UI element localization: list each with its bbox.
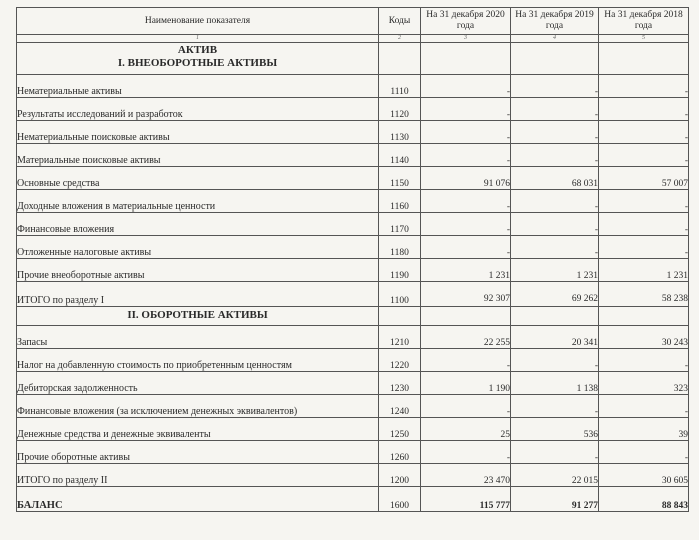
row-code: 1150 bbox=[379, 167, 421, 190]
section-heading bbox=[17, 43, 379, 75]
row-code: 1260 bbox=[379, 441, 421, 464]
row-name: Основные средства bbox=[17, 167, 379, 190]
row-value-2018: - bbox=[599, 190, 689, 213]
header-code: Коды bbox=[379, 8, 421, 35]
table-row bbox=[17, 213, 689, 236]
row-name: ИТОГО по разделу II bbox=[17, 464, 379, 487]
row-value-2019: 91 277 bbox=[511, 487, 599, 512]
row-value-2019: - bbox=[511, 75, 599, 98]
row-value-2020: 91 076 bbox=[421, 167, 511, 190]
table-row bbox=[17, 395, 689, 418]
column-index: 5 bbox=[599, 35, 689, 43]
row-name: Дебиторская задолженность bbox=[17, 372, 379, 395]
row-value-2018: - bbox=[599, 144, 689, 167]
row-name: Нематериальные поисковые активы bbox=[17, 121, 379, 144]
table-row bbox=[17, 190, 689, 213]
table-row bbox=[17, 98, 689, 121]
row-value-2020: 115 777 bbox=[421, 487, 511, 512]
row-name: Результаты исследований и разработок bbox=[17, 98, 379, 121]
row-code: 1120 bbox=[379, 98, 421, 121]
row-name: Нематериальные активы bbox=[17, 75, 379, 98]
row-value-2019: - bbox=[511, 236, 599, 259]
row-value-2020: 23 470 bbox=[421, 464, 511, 487]
row-name: Прочие внеоборотные активы bbox=[17, 259, 379, 282]
row-value-2019: 22 015 bbox=[511, 464, 599, 487]
row-value-2018: 39 bbox=[599, 418, 689, 441]
row-name: БАЛАНС bbox=[17, 487, 379, 512]
row-value-2019: - bbox=[511, 121, 599, 144]
row-value-2020: - bbox=[421, 441, 511, 464]
row-code: 1600 bbox=[379, 487, 421, 512]
row-value-2018: 88 843 bbox=[599, 487, 689, 512]
row-value-2018: - bbox=[599, 236, 689, 259]
row-value-2019: - bbox=[511, 395, 599, 418]
section-heading-row bbox=[17, 43, 689, 75]
row-name: Отложенные налоговые активы bbox=[17, 236, 379, 259]
row-value-2018: 1 231 bbox=[599, 259, 689, 282]
row-value-2020: - bbox=[421, 75, 511, 98]
row-value-2020: 1 231 bbox=[421, 259, 511, 282]
table-row bbox=[17, 236, 689, 259]
row-code: 1100 bbox=[379, 282, 421, 307]
row-value-2018: - bbox=[599, 441, 689, 464]
table-row bbox=[17, 418, 689, 441]
row-value-2019: 68 031 bbox=[511, 167, 599, 190]
row-value-2020: - bbox=[421, 121, 511, 144]
row-value-2020: - bbox=[421, 349, 511, 372]
row-value-2020: 92 307 bbox=[421, 282, 511, 307]
row-name: ИТОГО по разделу I bbox=[17, 282, 379, 307]
row-value-2020: - bbox=[421, 213, 511, 236]
row-value-2019: 20 341 bbox=[511, 326, 599, 349]
table-row bbox=[17, 441, 689, 464]
row-code: 1130 bbox=[379, 121, 421, 144]
row-value-2019: - bbox=[511, 144, 599, 167]
row-value-2020: - bbox=[421, 98, 511, 121]
table-row-total bbox=[17, 282, 689, 307]
row-code: 1230 bbox=[379, 372, 421, 395]
row-value-2018: 58 238 bbox=[599, 282, 689, 307]
column-index: 3 bbox=[421, 35, 511, 43]
row-value-2019: 536 bbox=[511, 418, 599, 441]
row-value-2019: - bbox=[511, 190, 599, 213]
row-code: 1110 bbox=[379, 75, 421, 98]
row-value-2019: - bbox=[511, 213, 599, 236]
row-value-2020: 1 190 bbox=[421, 372, 511, 395]
row-value-2019: - bbox=[511, 98, 599, 121]
table-row bbox=[17, 144, 689, 167]
row-value-2018: 30 605 bbox=[599, 464, 689, 487]
row-value-2018: - bbox=[599, 395, 689, 418]
row-value-2019: 69 262 bbox=[511, 282, 599, 307]
row-value-2018: 30 243 bbox=[599, 326, 689, 349]
row-value-2018: - bbox=[599, 98, 689, 121]
row-name: Прочие оборотные активы bbox=[17, 441, 379, 464]
table-row-total bbox=[17, 464, 689, 487]
table-row bbox=[17, 259, 689, 282]
row-name: Доходные вложения в материальные ценности bbox=[17, 190, 379, 213]
row-name: Финансовые вложения (за исключением денежных эквивалентов) bbox=[17, 395, 379, 418]
table-row bbox=[17, 75, 689, 98]
row-value-2018: 57 007 bbox=[599, 167, 689, 190]
row-code: 1240 bbox=[379, 395, 421, 418]
row-value-2019: 1 231 bbox=[511, 259, 599, 282]
row-name: Финансовые вложения bbox=[17, 213, 379, 236]
table-row bbox=[17, 326, 689, 349]
row-code: 1220 bbox=[379, 349, 421, 372]
balance-sheet-table bbox=[16, 7, 689, 512]
row-value-2018: - bbox=[599, 121, 689, 144]
column-index-row bbox=[17, 35, 689, 43]
row-code: 1170 bbox=[379, 213, 421, 236]
row-value-2018: - bbox=[599, 213, 689, 236]
header-2020: На 31 декабря 2020 года bbox=[421, 8, 511, 35]
row-value-2018: 323 bbox=[599, 372, 689, 395]
row-value-2020: 22 255 bbox=[421, 326, 511, 349]
row-value-2020: - bbox=[421, 190, 511, 213]
column-index: 4 bbox=[511, 35, 599, 43]
row-value-2020: 25 bbox=[421, 418, 511, 441]
row-name: Денежные средства и денежные эквиваленты bbox=[17, 418, 379, 441]
table-row-balance bbox=[17, 487, 689, 512]
row-value-2020: - bbox=[421, 236, 511, 259]
row-code: 1180 bbox=[379, 236, 421, 259]
row-value-2020: - bbox=[421, 144, 511, 167]
row-code: 1250 bbox=[379, 418, 421, 441]
table-row bbox=[17, 372, 689, 395]
section-1-title: I. ВНЕОБОРОТНЫЕ АКТИВЫ bbox=[117, 57, 278, 69]
row-name: Налог на добавленную стоимость по приобретенным ценностям bbox=[17, 349, 379, 372]
section-2-title: II. ОБОРОТНЫЕ АКТИВЫ bbox=[17, 307, 379, 326]
table-row bbox=[17, 167, 689, 190]
row-name: Материальные поисковые активы bbox=[17, 144, 379, 167]
row-code: 1190 bbox=[379, 259, 421, 282]
row-value-2018: - bbox=[599, 75, 689, 98]
column-index: 1 bbox=[17, 35, 379, 43]
column-index: 2 bbox=[379, 35, 421, 43]
header-2019: На 31 декабря 2019 года bbox=[511, 8, 599, 35]
header-row bbox=[17, 8, 689, 35]
row-value-2018: - bbox=[599, 349, 689, 372]
table-row bbox=[17, 121, 689, 144]
assets-title: АКТИВ bbox=[177, 44, 218, 56]
row-name: Запасы bbox=[17, 326, 379, 349]
row-value-2019: - bbox=[511, 441, 599, 464]
row-code: 1210 bbox=[379, 326, 421, 349]
row-code: 1140 bbox=[379, 144, 421, 167]
row-code: 1200 bbox=[379, 464, 421, 487]
header-name: Наименование показателя bbox=[17, 8, 379, 35]
row-code: 1160 bbox=[379, 190, 421, 213]
header-2018: На 31 декабря 2018 года bbox=[599, 8, 689, 35]
section-heading-row bbox=[17, 307, 689, 326]
table-row bbox=[17, 349, 689, 372]
row-value-2019: - bbox=[511, 349, 599, 372]
row-value-2019: 1 138 bbox=[511, 372, 599, 395]
row-value-2020: - bbox=[421, 395, 511, 418]
